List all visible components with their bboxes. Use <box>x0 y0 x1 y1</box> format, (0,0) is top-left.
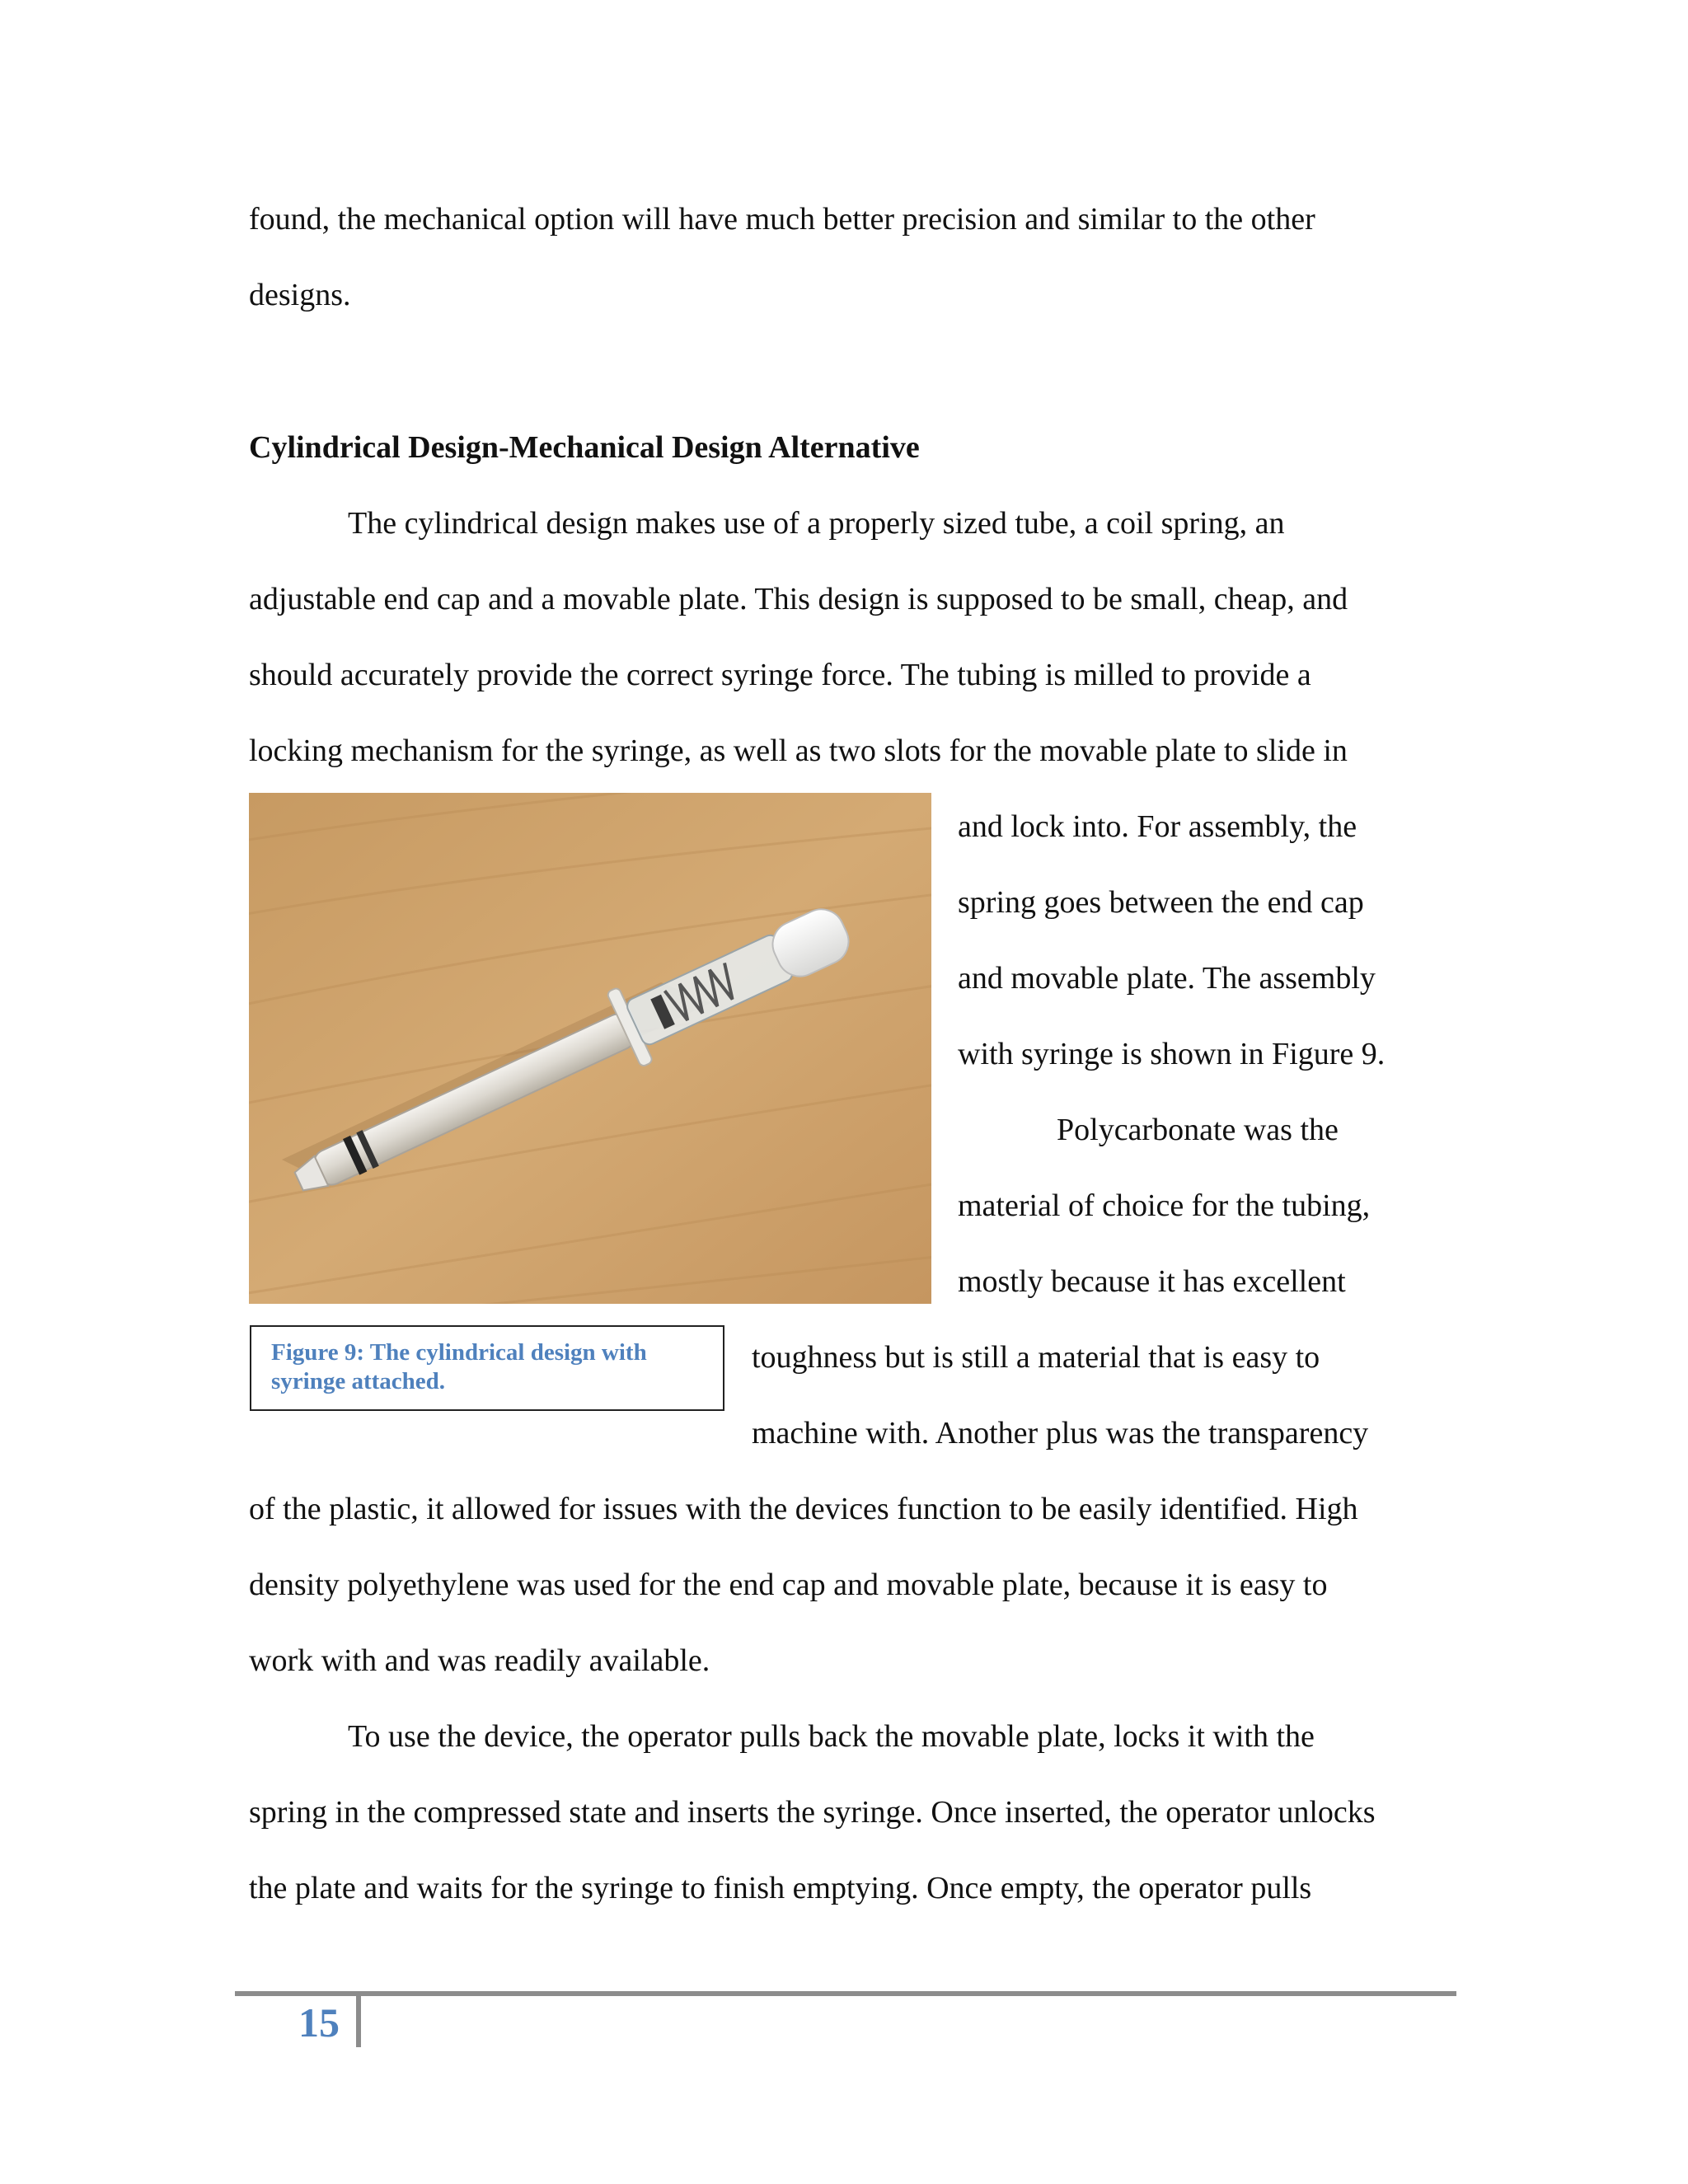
body-text-line: adjustable end cap and a movable plate. This design is supposed to be small, cheap, and <box>249 582 1348 616</box>
body-text-line: machine with. Another plus was the transparency <box>752 1416 1369 1451</box>
body-text-line: work with and was readily available. <box>249 1643 710 1678</box>
section-heading: Cylindrical Design-Mechanical Design Alternative <box>249 430 920 465</box>
page-number: 15 <box>298 1999 340 2046</box>
body-text-line: To use the device, the operator pulls back the movable plate, locks it with the <box>348 1719 1315 1754</box>
body-text-line: found, the mechanical option will have much better precision and similar to the other <box>249 202 1315 237</box>
body-text-line: and lock into. For assembly, the <box>958 809 1357 844</box>
body-text-line: and movable plate. The assembly <box>958 961 1376 996</box>
body-text-line: locking mechanism for the syringe, as well as two slots for the movable plate to slide in <box>249 733 1348 768</box>
body-text-line: mostly because it has excellent <box>958 1264 1346 1299</box>
body-text-line: toughness but is still a material that is easy to <box>752 1340 1320 1375</box>
figure-caption-line: syringe attached. <box>271 1368 446 1394</box>
body-text-line: of the plastic, it allowed for issues with the devices function to be easily identified. High <box>249 1492 1358 1526</box>
body-text-line: with syringe is shown in Figure 9. <box>958 1037 1386 1071</box>
body-text-line: spring in the compressed state and inserts the syringe. Once inserted, the operator unlocks <box>249 1795 1376 1830</box>
body-text-line: density polyethylene was used for the end cap and movable plate, because it is easy to <box>249 1568 1328 1602</box>
figure-caption-line: Figure 9: The cylindrical design with <box>271 1339 647 1366</box>
body-text-line: The cylindrical design makes use of a properly sized tube, a coil spring, an <box>348 506 1285 541</box>
body-text-line: material of choice for the tubing, <box>958 1188 1371 1223</box>
figure-caption-box <box>250 1325 724 1411</box>
body-text-line: the plate and waits for the syringe to finish emptying. Once empty, the operator pulls <box>249 1871 1312 1905</box>
body-text-line: Polycarbonate was the <box>1057 1113 1339 1147</box>
body-text-line: designs. <box>249 278 351 312</box>
body-text-line: spring goes between the end cap <box>958 885 1364 920</box>
footer-divider <box>356 1996 361 2047</box>
figure-photo-syringe <box>249 793 931 1304</box>
footer-rule <box>235 1991 1456 1996</box>
body-text-line: should accurately provide the correct syringe force. The tubing is milled to provide a <box>249 658 1311 692</box>
